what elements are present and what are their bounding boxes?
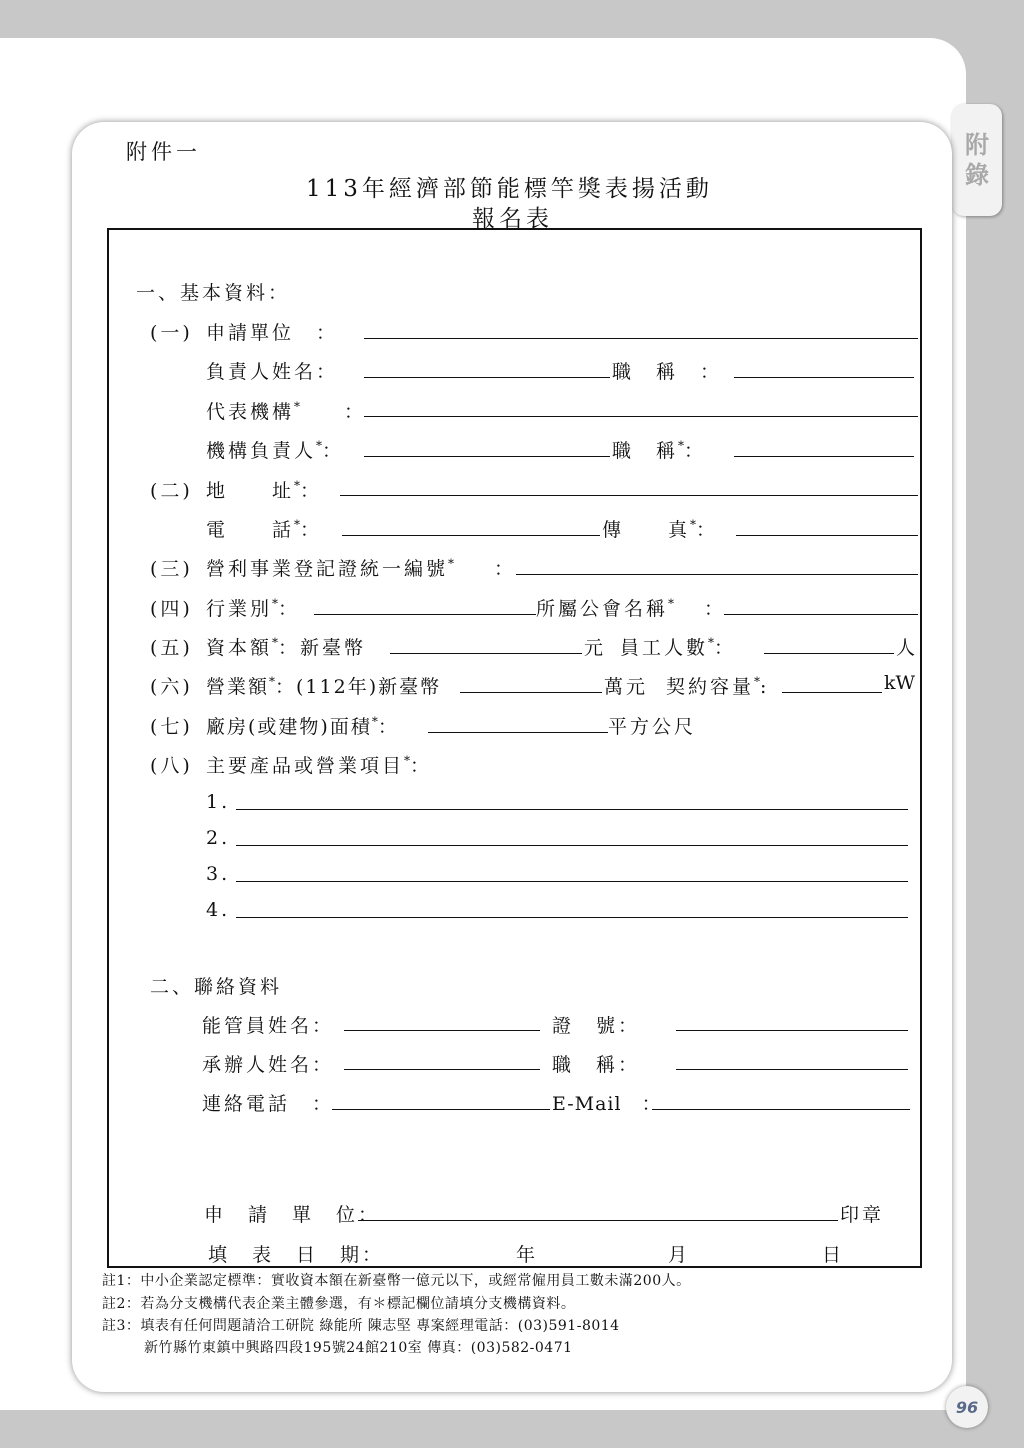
plant-area-unit: 平方公尺 (608, 716, 697, 738)
item-num-1: (一) (150, 322, 193, 344)
business-id-label: 營利事業登記證統一編號 (206, 558, 449, 580)
employees-label: 員工人數 (620, 637, 709, 659)
rep-org-colon: ： (344, 401, 367, 423)
capital-field[interactable] (390, 653, 582, 654)
org-head-label-wrap (206, 436, 344, 463)
appendix-tab-char-2: 錄 (965, 161, 989, 189)
revenue-colon: ：(112年)新臺幣 (275, 676, 442, 698)
plant-area-label-wrap (206, 712, 399, 739)
item-num-7: (七) (150, 716, 193, 738)
required-asterisk: * (668, 596, 675, 611)
products-label-wrap (206, 751, 432, 778)
guild-label: 所屬公會名稱 (536, 598, 669, 620)
business-id-field[interactable] (516, 574, 918, 575)
capital-unit: 元 (584, 637, 607, 659)
license-no-label: 證 號： (552, 1015, 641, 1037)
note-2: 註2：若為分支機構代表企業主體參選，有＊標記欄位請填分支機構資料。 (102, 1296, 576, 1312)
fill-date-label: 填 表 日 期： (208, 1244, 385, 1266)
product-field-4[interactable] (236, 917, 908, 918)
contact-phone-field[interactable] (332, 1109, 550, 1110)
required-asterisk: * (708, 635, 715, 650)
phone-label-wrap (206, 515, 322, 542)
required-asterisk: * (294, 478, 301, 493)
product-num-2: 2. (206, 827, 231, 849)
employees-unit: 人 (896, 637, 919, 659)
product-field-3[interactable] (236, 881, 908, 882)
products-label: 主要產品或營業項目 (206, 755, 405, 777)
required-asterisk: * (690, 517, 697, 532)
employees-colon: ： (714, 637, 737, 659)
capital-label-wrap (206, 633, 366, 660)
required-asterisk: * (294, 517, 301, 532)
product-field-1[interactable] (236, 809, 908, 810)
form-subtitle: 報名表 (472, 206, 553, 232)
phone-field[interactable] (342, 535, 600, 536)
responsible-name-field[interactable] (364, 377, 610, 378)
phone-label: 電 話 (206, 519, 295, 541)
product-num-1: 1. (206, 791, 231, 813)
fax-label-wrap (602, 515, 718, 542)
applicant-unit-label: 申請單位 ： (206, 322, 339, 344)
revenue-label-wrap (206, 672, 441, 699)
business-id-label-wrap (206, 554, 454, 581)
item-num-5: (五) (150, 637, 193, 659)
fax-field[interactable] (736, 535, 918, 536)
handler-label: 承辦人姓名： (202, 1054, 335, 1076)
item-num-4: (四) (150, 598, 193, 620)
fax-colon: ： (696, 519, 719, 541)
email-field[interactable] (652, 1109, 910, 1110)
required-asterisk: * (448, 556, 455, 571)
required-asterisk: * (269, 674, 276, 689)
form-title: 113年經濟部節能標竿獎表揚活動 (306, 176, 713, 202)
capital-colon: ：新臺幣 (278, 637, 367, 659)
employees-label-wrap (620, 633, 736, 660)
fax-label: 傳 真 (602, 519, 691, 541)
handler-title-label: 職 稱： (552, 1054, 641, 1076)
employees-field[interactable] (764, 653, 894, 654)
required-asterisk: * (754, 674, 761, 689)
revenue-field[interactable] (460, 692, 602, 693)
date-year-label: 年 (516, 1244, 539, 1266)
appendix-tab (952, 104, 1002, 216)
contact-phone-label: 連絡電話 ： (202, 1093, 335, 1115)
seal-label: 印章 (840, 1204, 885, 1226)
capacity-label-wrap (666, 672, 769, 699)
required-asterisk: * (294, 399, 301, 414)
phone-colon: ： (300, 519, 323, 541)
email-label: E-Mail ： (552, 1093, 662, 1115)
title2-field[interactable] (734, 456, 914, 457)
org-head-label: 機構負責人 (206, 440, 317, 462)
energy-manager-field[interactable] (344, 1030, 540, 1031)
rep-org-label: 代表機構 (206, 401, 295, 423)
date-day-label: 日 (822, 1244, 845, 1266)
handler-field[interactable] (344, 1069, 540, 1070)
license-no-field[interactable] (676, 1030, 908, 1031)
capacity-colon: : (760, 676, 770, 698)
address-label: 地 址 (206, 480, 295, 502)
plant-area-field[interactable] (428, 732, 608, 733)
required-asterisk: * (404, 753, 411, 768)
title2-label-wrap (612, 436, 706, 463)
org-head-colon: ： (322, 440, 345, 462)
item-num-6: (六) (150, 676, 193, 698)
capital-label: 資本額 (206, 637, 273, 659)
title2-colon: ： (684, 440, 707, 462)
required-asterisk: * (272, 596, 279, 611)
revenue-unit: 萬元 (604, 676, 649, 698)
product-field-2[interactable] (236, 845, 908, 846)
signature-unit-field[interactable] (358, 1220, 838, 1221)
address-label-wrap (206, 476, 322, 503)
applicant-unit-field[interactable] (364, 338, 918, 339)
note-3: 註3：填表有任何問題請洽工研院 綠能所 陳志堅 專案經理電話：(03)591-8014 (102, 1318, 620, 1334)
section-contact-heading: 二、聯絡資料 (150, 976, 283, 998)
item-num-2: (二) (150, 480, 193, 502)
required-asterisk: * (316, 438, 323, 453)
revenue-label: 營業額 (206, 676, 270, 698)
signature-unit-label: 申 請 單 位： (204, 1204, 381, 1226)
business-id-colon: ： (494, 558, 517, 580)
rep-org-field[interactable] (364, 416, 918, 417)
capacity-unit: kW (884, 672, 916, 694)
required-asterisk: * (371, 714, 378, 729)
section-basic-heading: 一、基本資料： (136, 282, 291, 304)
industry-label-wrap (206, 594, 300, 621)
item-num-8: (八) (150, 755, 193, 777)
required-asterisk: * (272, 635, 279, 650)
industry-colon: ： (278, 598, 301, 620)
item-num-3: (三) (150, 558, 193, 580)
page-number: 96 (946, 1386, 988, 1428)
capacity-label: 契約容量 (666, 676, 755, 698)
product-num-3: 3. (206, 863, 231, 885)
note-1: 註1：中小企業認定標準：實收資本額在新臺幣一億元以下，或經常僱用員工數未滿200人。 (102, 1273, 691, 1289)
industry-field[interactable] (314, 614, 536, 615)
rep-org-label-wrap (206, 397, 300, 424)
appendix-tab-char-1: 附 (965, 131, 989, 159)
guild-colon: ： (704, 598, 727, 620)
guild-field[interactable] (724, 614, 918, 615)
title-field[interactable] (734, 377, 914, 378)
capacity-field[interactable] (782, 692, 882, 693)
guild-label-wrap (536, 594, 674, 621)
handler-title-field[interactable] (676, 1069, 908, 1070)
plant-area-colon: ： (377, 716, 399, 738)
title2-label: 職 稱 (612, 440, 679, 462)
title-label: 職 稱 ： (612, 361, 723, 383)
responsible-name-label: 負責人姓名： (206, 361, 339, 383)
address-colon: ： (300, 480, 323, 502)
address-field[interactable] (340, 495, 918, 496)
products-colon: ： (410, 755, 433, 777)
plant-area-label: 廠房(或建物)面積 (206, 716, 372, 738)
org-head-field[interactable] (364, 456, 610, 457)
industry-label: 行業別 (206, 598, 273, 620)
note-3-address: 新竹縣竹東鎮中興路四段195號24館210室 傳真：(03)582-0471 (144, 1340, 573, 1356)
energy-manager-label: 能管員姓名： (202, 1015, 335, 1037)
date-month-label: 月 (668, 1244, 691, 1266)
required-asterisk: * (678, 438, 685, 453)
attachment-label: 附件一 (126, 140, 201, 164)
product-num-4: 4. (206, 899, 231, 921)
